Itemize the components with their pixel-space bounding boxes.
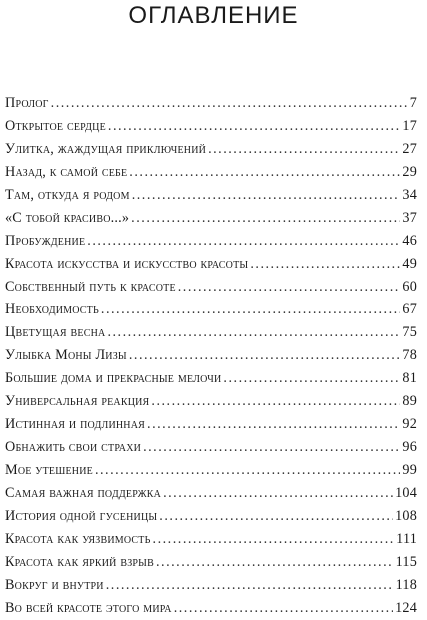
toc-entry-title: Мое утешение <box>5 462 93 478</box>
toc-entry <box>5 92 417 115</box>
toc-page-number: 46 <box>402 232 417 249</box>
toc-entry <box>5 551 417 574</box>
dot-leader <box>178 276 401 298</box>
toc-page-number: 29 <box>402 163 417 180</box>
toc-page-number: 99 <box>402 462 417 478</box>
toc-entry-title: Пробуждение <box>5 232 86 249</box>
dot-leader <box>151 390 400 412</box>
toc-entry-title: Пролог <box>5 95 49 111</box>
toc-entry-title: Собственный путь к красоте <box>5 278 176 295</box>
toc-entry-title: Улыбка Моны Лизы <box>5 347 127 364</box>
dot-leader <box>129 344 401 366</box>
toc-entry <box>5 344 417 367</box>
toc-entry <box>5 482 417 505</box>
toc-entry <box>5 574 417 597</box>
toc-entry <box>5 207 417 230</box>
toc-entry-title: Улитка, жаждущая приключений <box>5 140 207 157</box>
toc-page-number: 81 <box>402 370 417 387</box>
toc-page-number: 60 <box>402 278 417 295</box>
dot-leader <box>87 230 400 252</box>
toc-page-number: 118 <box>395 576 417 593</box>
toc-entry-title: Красота как яркий взрыв <box>5 553 154 570</box>
dot-leader <box>51 92 408 114</box>
dot-leader <box>131 207 400 229</box>
toc-entry <box>5 184 417 207</box>
toc-page-number: 92 <box>402 416 417 433</box>
dot-leader <box>250 253 400 275</box>
toc-entry-title: Там, откуда я родом <box>5 186 130 203</box>
toc-entry <box>5 138 417 161</box>
toc-entry-title: Красота как уязвимость <box>5 530 151 547</box>
toc-entry-title: Во всей красоте этого мира <box>5 599 172 616</box>
toc-page-number: 78 <box>402 347 417 364</box>
dot-leader <box>153 528 395 550</box>
toc-page-number: 111 <box>396 530 417 547</box>
toc-page-number: 104 <box>395 484 417 501</box>
toc-entry-title: «С тобой красиво...» <box>5 209 130 226</box>
table-of-contents <box>5 92 417 620</box>
dot-leader <box>101 298 401 320</box>
dot-leader <box>107 321 400 343</box>
toc-entry-title: Назад, к самой себе <box>5 163 128 180</box>
toc-page-number: 7 <box>409 95 417 111</box>
toc-page-number: 27 <box>402 140 417 157</box>
page-title: ОГЛАВЛЕНИЕ <box>128 2 299 29</box>
toc-entry <box>5 298 417 321</box>
dot-leader <box>208 138 400 160</box>
toc-entry <box>5 321 417 344</box>
toc-entry <box>5 390 417 413</box>
toc-entry-title: История одной гусеницы <box>5 507 158 524</box>
toc-entry <box>5 436 417 459</box>
dot-leader <box>108 115 401 137</box>
dot-leader <box>147 413 400 435</box>
toc-entry <box>5 230 417 253</box>
dot-leader <box>143 436 400 458</box>
toc-page-number: 67 <box>402 301 417 318</box>
dot-leader <box>159 505 393 527</box>
toc-entry-title: Открытое сердце <box>5 117 106 134</box>
toc-entry-title: Универсальная реакция <box>5 393 150 410</box>
toc-page-number: 124 <box>395 599 417 616</box>
toc-page-number: 17 <box>402 117 417 134</box>
toc-page-number: 89 <box>402 393 417 410</box>
dot-leader <box>163 482 393 504</box>
toc-page-number: 49 <box>402 255 417 272</box>
toc-entry-title: Вокруг и внутри <box>5 576 104 593</box>
toc-entry <box>5 253 417 276</box>
toc-entry-title: Самая важная поддержка <box>5 484 162 501</box>
dot-leader <box>95 459 400 481</box>
dot-leader <box>106 574 394 596</box>
toc-entry-title: Необходимость <box>5 301 99 318</box>
toc-entry <box>5 413 417 436</box>
toc-entry <box>5 505 417 528</box>
toc-page-number: 34 <box>402 186 417 203</box>
toc-entry-title: Большие дома и прекрасные мелочи <box>5 370 222 387</box>
toc-entry-title: Истинная и подлинная <box>5 416 146 433</box>
dot-leader <box>223 367 400 389</box>
toc-entry <box>5 161 417 184</box>
toc-entry <box>5 115 417 138</box>
dot-leader <box>156 551 394 573</box>
dot-leader <box>132 184 401 206</box>
toc-entry-title: Обнажить свои страхи <box>5 439 142 456</box>
dot-leader <box>129 161 400 183</box>
toc-page-number: 37 <box>402 209 417 226</box>
toc-entry <box>5 276 417 299</box>
toc-page-number: 75 <box>402 324 417 341</box>
toc-entry-title: Красота искусства и искусство красоты <box>5 255 249 272</box>
toc-page-number: 108 <box>395 507 417 524</box>
toc-page-number: 96 <box>402 439 417 456</box>
toc-entry-title: Цветущая весна <box>5 324 106 341</box>
toc-entry <box>5 367 417 390</box>
toc-entry <box>5 459 417 482</box>
toc-entry <box>5 528 417 551</box>
toc-page-number: 115 <box>395 553 417 570</box>
toc-entry <box>5 597 417 620</box>
